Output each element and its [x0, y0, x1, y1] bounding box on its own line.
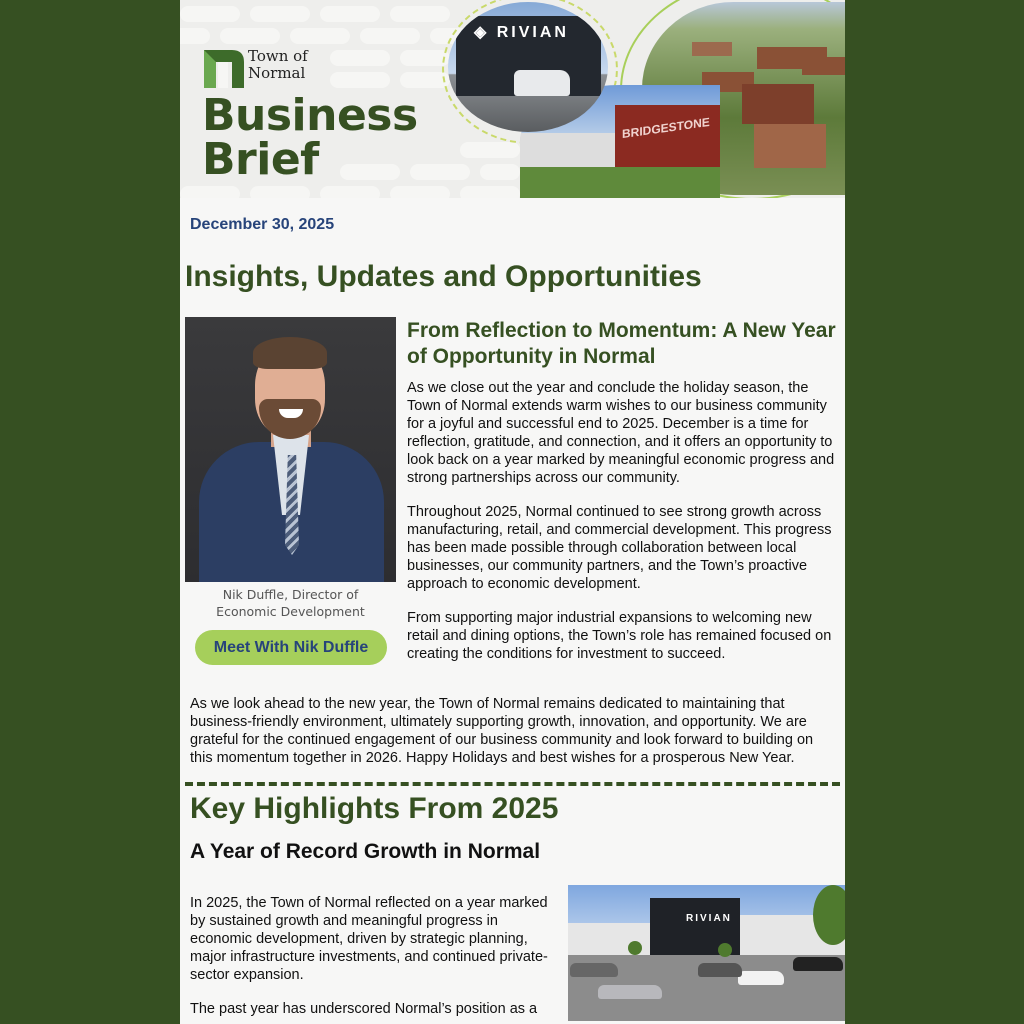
car — [570, 963, 618, 977]
director-portrait — [185, 317, 396, 582]
car — [598, 985, 662, 999]
header-banner — [180, 0, 845, 198]
newsletter-page — [180, 0, 845, 1024]
campus-building — [754, 124, 826, 168]
section-divider — [185, 782, 840, 786]
feature-article — [407, 318, 841, 679]
issue-date: December 30, 2025 — [190, 216, 335, 233]
highlights-paragraph: The past year has underscored Normal’s position as a — [190, 1001, 538, 1017]
car — [793, 957, 843, 971]
highlights-paragraph: In 2025, the Town of Normal reflected on a year marked by sustained growth and meaningful progress in economic development, driven by strategic planning, major infrastructure investments, and continued private-sector expansion. — [190, 895, 548, 983]
tree — [628, 941, 642, 955]
title-line-1: Business — [202, 90, 418, 141]
logo-line-1: Town of — [248, 47, 308, 65]
caption-line-1: Nik Duffle, Director of — [222, 587, 359, 602]
newsletter-title — [202, 90, 418, 185]
plant-annex — [520, 133, 620, 167]
campus-building — [742, 84, 814, 124]
car — [698, 963, 742, 977]
article-closing-paragraph: As we look ahead to the new year, the Town of Normal remains dedicated to maintaining that business-friendly environment, ultimately supporting growth, innovation, and opportunity. We are grateful for the continued engagement of our business community and look forward to building on this momentum together in 2026. Happy Holidays and best wishes for a prosperous New Year. — [190, 696, 814, 766]
tree — [718, 943, 732, 957]
article-paragraph: Throughout 2025, Normal continued to see strong growth across manufacturing, retail, and commercial development. This progress has been made possible through collaboration between local businesses, our community partners, and the Town’s proactive approach to economic development. — [407, 504, 832, 592]
meet-director-button[interactable]: Meet With Nik Duffle — [195, 630, 387, 665]
highlights-subheading: A Year of Record Growth in Normal — [190, 840, 541, 863]
plant-lawn — [520, 167, 720, 198]
section-heading: Insights, Updates and Opportunities — [185, 260, 702, 293]
rivian-sign: ◈ RIVIAN — [474, 24, 569, 41]
highlights-heading: Key Highlights From 2025 — [190, 792, 559, 825]
campus-building — [692, 42, 732, 56]
article-title: From Reflection to Momentum: A New Year of Opportunity in Normal — [407, 319, 836, 368]
bridgestone-sign: BRIDGESTONE — [622, 114, 710, 142]
rivian-facility-rendering — [568, 885, 845, 1021]
article-paragraph: From supporting major industrial expansions to welcoming new retail and dining options, the Town’s role has remained focused on creating the conditions for investment to succeed. — [407, 610, 832, 662]
rivian-showroom-photo — [448, 2, 608, 132]
rivian-sign-text: RIVIAN — [496, 24, 569, 41]
highlights-text — [190, 894, 558, 1024]
facility-sign: RIVIAN — [686, 913, 732, 924]
tree — [813, 885, 845, 945]
logo-wordmark — [248, 48, 308, 82]
town-n-logo-icon — [202, 46, 246, 90]
town-logo[interactable] — [202, 44, 322, 90]
campus-building — [802, 57, 845, 75]
caption-line-2: Economic Development — [216, 604, 365, 619]
article-paragraph: As we close out the year and conclude the holiday season, the Town of Normal extends warm wishes to our business community for a joyful and successful end to 2025. December is a time for reflection, gratitude, and connection, and it offers an opportunity to look back on a year marked by meaningful economic progress and strong partnerships across our community. — [407, 380, 835, 486]
portrait-beard — [259, 399, 321, 439]
title-line-2: Brief — [202, 134, 319, 185]
portrait-caption — [185, 586, 396, 620]
truck-graphic — [514, 70, 570, 96]
car — [738, 971, 784, 985]
portrait-hair — [253, 337, 327, 369]
logo-line-2: Normal — [248, 64, 306, 82]
